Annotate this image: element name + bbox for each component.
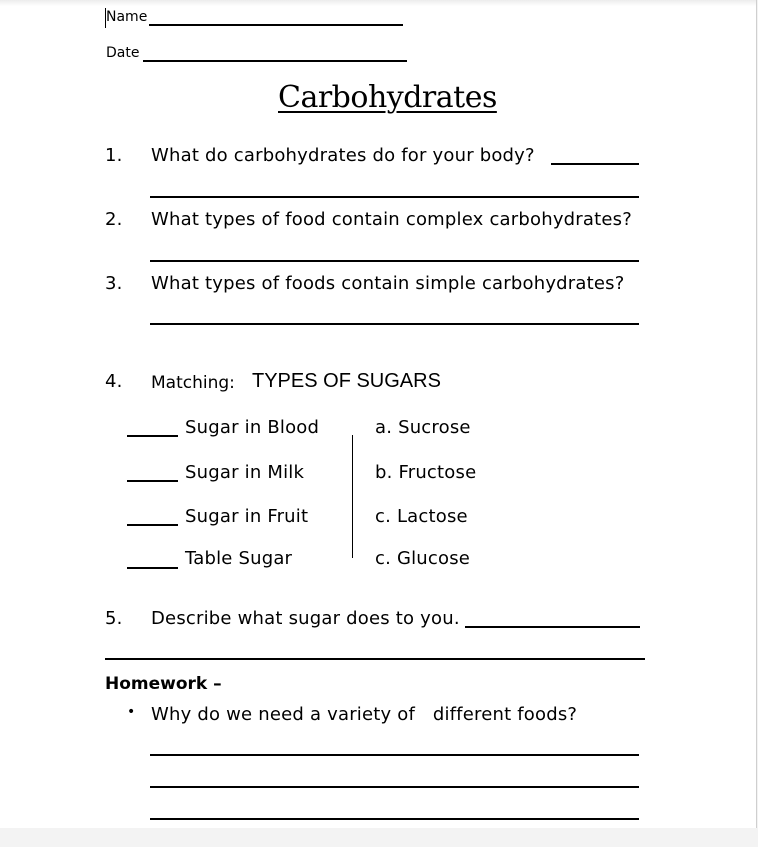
question-5-text: Describe what sugar does to you. bbox=[151, 608, 460, 629]
question-1-text: What do carbohydrates do for your body? bbox=[151, 145, 535, 166]
answer-line-2[interactable] bbox=[150, 260, 639, 262]
homework-line-3[interactable] bbox=[150, 818, 639, 820]
match-option-d: c. Glucose bbox=[375, 548, 471, 569]
question-5-number: 5. bbox=[105, 608, 123, 629]
homework-line-1[interactable] bbox=[150, 754, 639, 756]
bullet-icon: • bbox=[127, 704, 136, 720]
answer-line-5a[interactable] bbox=[465, 626, 640, 628]
question-4-number: 4. bbox=[105, 371, 123, 392]
date-label: Date bbox=[106, 45, 140, 61]
question-3-text: What types of foods contain simple carbohydrates? bbox=[151, 273, 625, 294]
match-item-4: Table Sugar bbox=[185, 548, 293, 569]
matching-heading: TYPES OF SUGARS bbox=[252, 370, 441, 392]
homework-heading: Homework – bbox=[105, 674, 222, 694]
homework-question: Why do we need a variety of different foods? bbox=[151, 704, 578, 725]
answer-line-1b[interactable] bbox=[150, 196, 639, 198]
name-field[interactable] bbox=[149, 24, 403, 26]
match-option-a: a. Sucrose bbox=[375, 417, 471, 438]
match-item-3: Sugar in Fruit bbox=[185, 506, 309, 527]
matching-divider bbox=[352, 435, 353, 558]
matching-label: Matching: bbox=[151, 373, 235, 393]
answer-line-3[interactable] bbox=[150, 323, 639, 325]
date-field[interactable] bbox=[143, 60, 407, 62]
question-1-number: 1. bbox=[105, 145, 123, 166]
match-option-b: b. Fructose bbox=[375, 462, 477, 483]
question-2-text: What types of food contain complex carbohydrates? bbox=[151, 209, 632, 230]
match-blank-3[interactable] bbox=[127, 524, 178, 526]
match-option-c: c. Lactose bbox=[375, 506, 468, 527]
match-blank-4[interactable] bbox=[127, 567, 178, 569]
match-blank-2[interactable] bbox=[127, 480, 178, 482]
match-blank-1[interactable] bbox=[127, 435, 178, 437]
question-3-number: 3. bbox=[105, 273, 123, 294]
match-item-1: Sugar in Blood bbox=[185, 417, 320, 438]
question-2-number: 2. bbox=[105, 209, 123, 230]
name-label: Name bbox=[106, 9, 148, 25]
page-title: Carbohydrates bbox=[278, 80, 497, 115]
homework-line-2[interactable] bbox=[150, 786, 639, 788]
match-item-2: Sugar in Milk bbox=[185, 462, 305, 483]
answer-line-5b[interactable] bbox=[105, 658, 645, 660]
answer-line-1a[interactable] bbox=[551, 163, 639, 165]
